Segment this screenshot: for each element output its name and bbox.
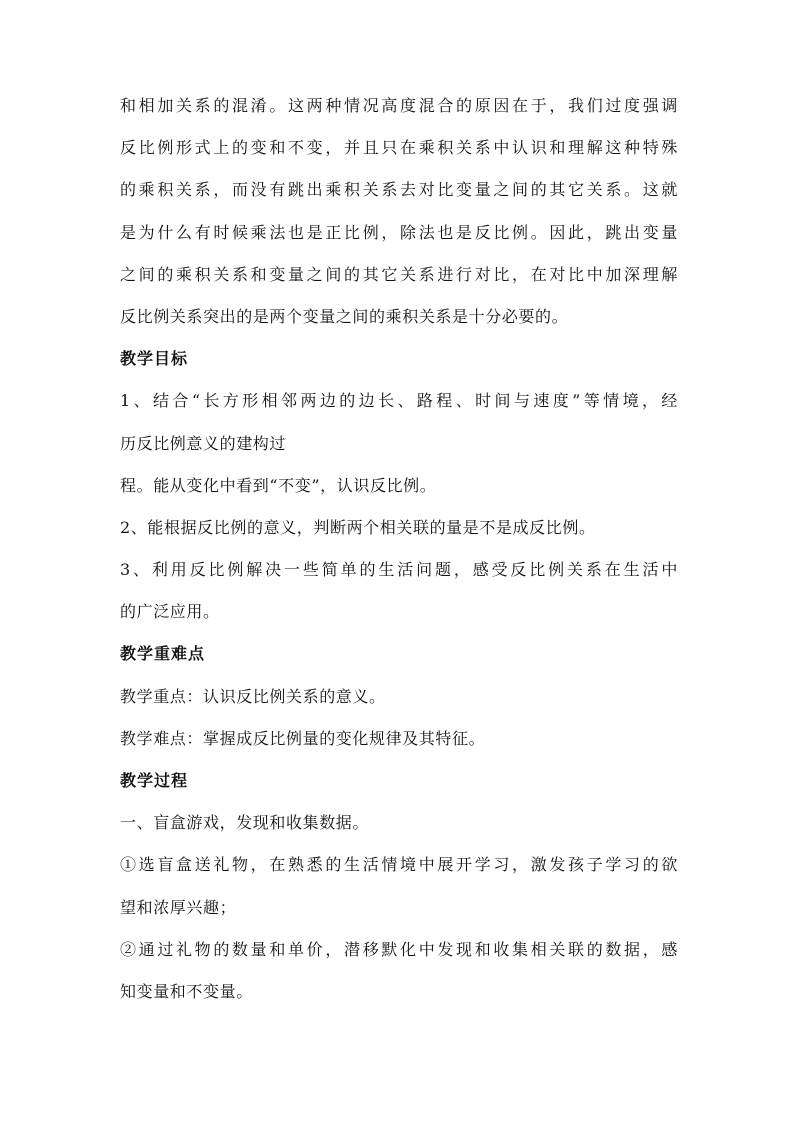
process-line: ①选盲盒送礼物，在熟悉的生活情境中展开学习，激发孩子学习的欲 <box>120 855 678 875</box>
keypoint-line: 教学难点：掌握成反比例量的变化规律及其特征。 <box>120 728 486 748</box>
section-heading-process: 教学过程 <box>120 771 189 790</box>
paragraph-line: 之间的乘积关系和变量之间的其它关系进行对比，在对比中加深理解 <box>120 264 678 284</box>
process-line: 一、盲盒游戏，发现和收集数据。 <box>120 813 370 833</box>
section-heading-goals: 教学目标 <box>120 349 189 369</box>
paragraph-line: 反比例形式上的变和不变，并且只在乘积关系中认识和理解这种特殊 <box>120 138 678 158</box>
goal-line: 3、利用反比例解决一些简单的生活问题，感受反比例关系在生活中 <box>120 560 678 580</box>
paragraph-line: 反比例关系突出的是两个变量之间的乘积关系是十分必要的。 <box>120 306 569 326</box>
document-body <box>120 96 680 1024</box>
keypoint-line: 教学重点：认识反比例关系的意义。 <box>120 686 386 706</box>
section-heading-keypoints: 教学重难点 <box>120 644 206 664</box>
goal-line: 的广泛应用。 <box>120 602 220 622</box>
paragraph-line: 和相加关系的混淆。这两种情况高度混合的原因在于，我们过度强调 <box>120 96 678 115</box>
process-line: 望和浓厚兴趣； <box>120 897 237 917</box>
goal-line: 程。能从变化中看到“不变”，认识反比例。 <box>120 475 437 495</box>
goal-line: 2、能根据反比例的意义，判断两个相关联的量是不是成反比例。 <box>120 517 596 537</box>
paragraph-line: 是为什么有时候乘法也是正比例，除法也是反比例。因此，跳出变量 <box>120 222 678 242</box>
process-line: ②通过礼物的数量和单价，潜移默化中发现和收集相关联的数据，感 <box>120 939 678 959</box>
process-line: 知变量和不变量。 <box>120 981 253 1001</box>
goal-line: 1、结合“长方形相邻两边的边长、路程、时间与速度”等情境，经 <box>120 391 678 411</box>
paragraph-line: 的乘积关系，而没有跳出乘积关系去对比变量之间的其它关系。这就 <box>120 180 678 200</box>
goal-line: 历反比例意义的建构过 <box>120 433 287 453</box>
